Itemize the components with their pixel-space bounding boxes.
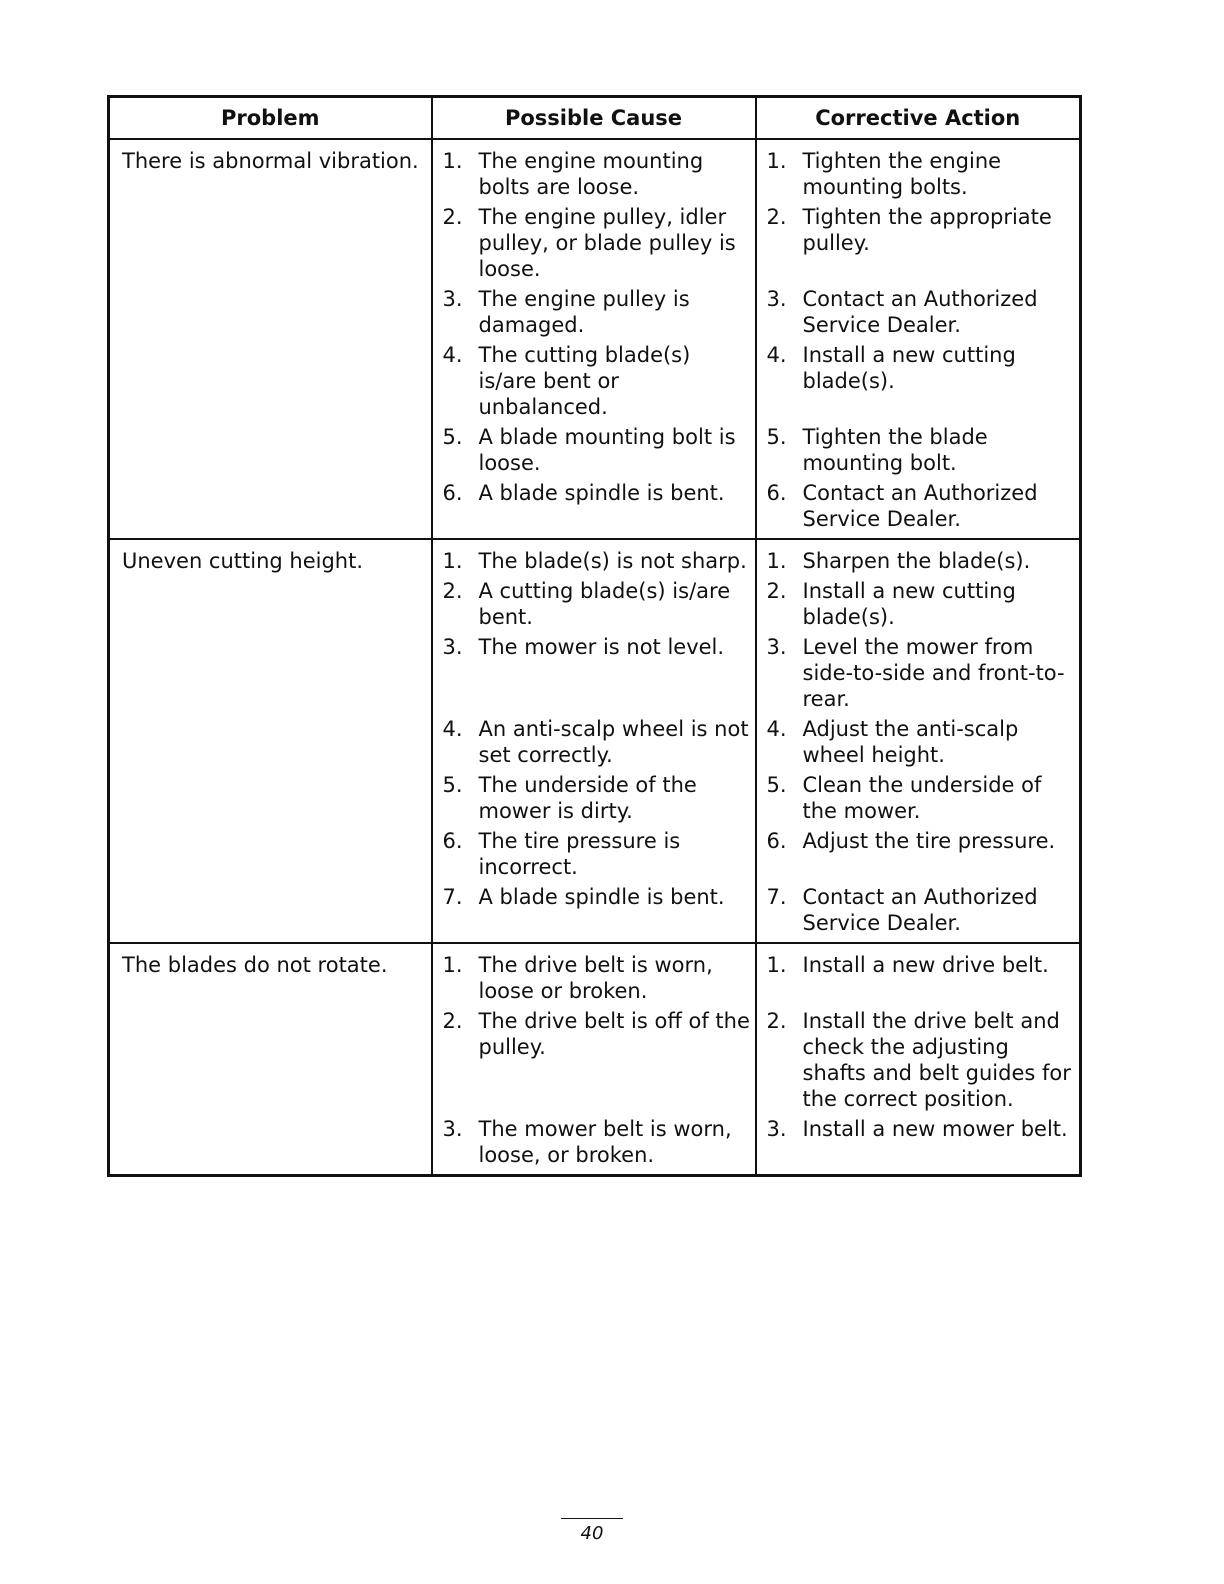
cause-item [443, 772, 751, 824]
item-number: 5. [766, 773, 787, 797]
action-item [767, 772, 1076, 824]
table-row [109, 943, 1081, 1176]
page-footer [561, 1518, 623, 1544]
item-number: 2. [442, 205, 463, 229]
item-text: The engine mounting bolts are loose. [478, 149, 704, 199]
action-item [767, 480, 1076, 532]
action-item [767, 884, 1076, 936]
action-item [767, 286, 1076, 338]
item-number: 4. [766, 717, 787, 741]
item-text: Install a new mower belt. [802, 1117, 1068, 1141]
table-row [109, 539, 1081, 943]
item-text: Install a new drive belt. [802, 953, 1049, 977]
item-number: 1. [442, 953, 463, 977]
problem-cell: The blades do not rotate. [109, 943, 432, 1176]
item-text: Install a new cutting blade(s). [802, 343, 1016, 393]
header-possible-cause: Possible Cause [432, 97, 756, 140]
header-corrective-action: Corrective Action [756, 97, 1081, 140]
action-item [767, 578, 1076, 630]
item-text: Clean the underside of the mower. [802, 773, 1042, 823]
item-text: Tighten the blade mounting bolt. [802, 425, 988, 475]
item-number: 1. [766, 549, 787, 573]
item-text: Tighten the appropriate pulley. [802, 205, 1052, 255]
page-number: 40 [580, 1523, 604, 1544]
item-number: 2. [442, 1009, 463, 1033]
item-number: 4. [766, 343, 787, 367]
item-text: Adjust the anti-scalp wheel height. [802, 717, 1019, 767]
action-item [767, 204, 1076, 282]
item-number: 2. [766, 1009, 787, 1033]
action-item [767, 1116, 1076, 1168]
action-item [767, 548, 1076, 574]
item-text: A cutting blade(s) is/are bent. [478, 579, 731, 629]
problem-cell: Uneven cutting height. [109, 539, 432, 943]
possible-cause-cell [432, 943, 756, 1176]
troubleshooting-table [107, 95, 1082, 1177]
item-number: 3. [766, 1117, 787, 1141]
item-text: Contact an Authorized Service Dealer. [802, 481, 1038, 531]
item-number: 7. [442, 885, 463, 909]
cause-item [443, 1116, 751, 1168]
item-text: The drive belt is off of the pulley. [478, 1009, 750, 1059]
item-text: The blade(s) is not sharp. [478, 549, 747, 573]
action-item [767, 148, 1076, 200]
item-text: A blade spindle is bent. [478, 885, 725, 909]
action-item [767, 952, 1076, 1004]
cause-item [443, 828, 751, 880]
table-body [109, 139, 1081, 1176]
item-text: An anti-scalp wheel is not set correctly. [478, 717, 749, 767]
corrective-action-cell [756, 139, 1081, 539]
item-number: 7. [766, 885, 787, 909]
cause-item [443, 148, 751, 200]
item-number: 3. [442, 1117, 463, 1141]
item-text: Sharpen the blade(s). [802, 549, 1031, 573]
item-text: The tire pressure is incorrect. [478, 829, 681, 879]
cause-item [443, 286, 751, 338]
item-text: The underside of the mower is dirty. [478, 773, 697, 823]
item-text: Contact an Authorized Service Dealer. [802, 885, 1038, 935]
item-text: The engine pulley, idler pulley, or blade pulley is loose. [478, 205, 736, 281]
table-header-row [109, 97, 1081, 140]
item-number: 5. [442, 773, 463, 797]
possible-cause-cell [432, 539, 756, 943]
item-number: 2. [766, 579, 787, 603]
item-text: A blade spindle is bent. [478, 481, 725, 505]
item-text: A blade mounting bolt is loose. [478, 425, 736, 475]
item-number: 3. [442, 287, 463, 311]
table-row [109, 139, 1081, 539]
item-number: 5. [442, 425, 463, 449]
cause-item [443, 424, 751, 476]
action-item [767, 634, 1076, 712]
item-number: 2. [766, 205, 787, 229]
item-text: The mower is not level. [478, 635, 725, 659]
item-text: The mower belt is worn, loose, or broken. [478, 1117, 732, 1167]
action-item [767, 716, 1076, 768]
item-text: Adjust the tire pressure. [802, 829, 1056, 853]
cause-item [443, 480, 751, 532]
corrective-action-cell [756, 943, 1081, 1176]
cause-item [443, 548, 751, 574]
item-number: 3. [442, 635, 463, 659]
corrective-action-cell [756, 539, 1081, 943]
item-number: 1. [766, 149, 787, 173]
header-problem: Problem [109, 97, 432, 140]
item-number: 1. [442, 549, 463, 573]
action-item [767, 424, 1076, 476]
item-text: The drive belt is worn, loose or broken. [478, 953, 713, 1003]
cause-item [443, 342, 751, 420]
item-number: 6. [442, 829, 463, 853]
item-number: 1. [442, 149, 463, 173]
cause-item [443, 634, 751, 712]
action-item [767, 1008, 1076, 1112]
cause-item [443, 1008, 751, 1112]
item-text: Contact an Authorized Service Dealer. [802, 287, 1038, 337]
footer-rule [561, 1518, 623, 1519]
item-text: Tighten the engine mounting bolts. [802, 149, 1002, 199]
cause-item [443, 578, 751, 630]
item-text: The cutting blade(s) is/are bent or unbalanced. [478, 343, 691, 419]
item-number: 4. [442, 343, 463, 367]
cause-item [443, 204, 751, 282]
item-number: 6. [766, 829, 787, 853]
item-text: Install the drive belt and check the adjusting shafts and belt guides for the correct position. [802, 1009, 1071, 1111]
action-item [767, 828, 1076, 880]
item-text: Install a new cutting blade(s). [802, 579, 1016, 629]
item-number: 5. [766, 425, 787, 449]
item-number: 3. [766, 635, 787, 659]
item-number: 4. [442, 717, 463, 741]
item-text: Level the mower from side-to-side and front-to-rear. [802, 635, 1065, 711]
problem-cell: There is abnormal vibration. [109, 139, 432, 539]
item-text: The engine pulley is damaged. [478, 287, 690, 337]
cause-item [443, 952, 751, 1004]
possible-cause-cell [432, 139, 756, 539]
item-number: 3. [766, 287, 787, 311]
item-number: 2. [442, 579, 463, 603]
item-number: 6. [442, 481, 463, 505]
item-number: 1. [766, 953, 787, 977]
action-item [767, 342, 1076, 420]
cause-item [443, 716, 751, 768]
cause-item [443, 884, 751, 936]
item-number: 6. [766, 481, 787, 505]
